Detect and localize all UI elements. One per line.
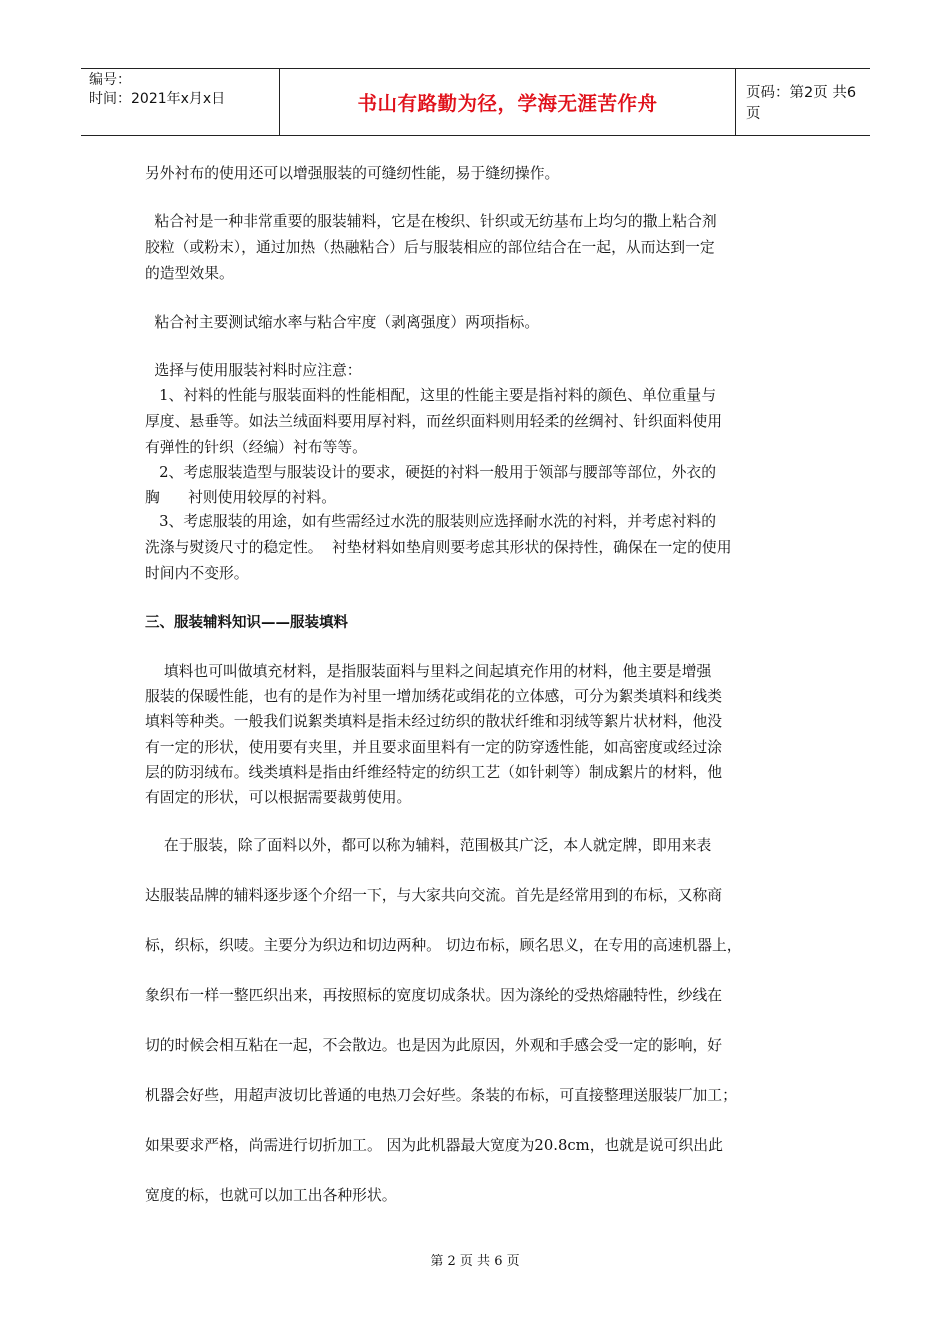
body-line: 服装的保暖性能，也有的是作为衬里一增加绣花或绢花的立体感，可分为絮类填料和线类 [145,688,723,705]
body-line: 1、衬料的性能与服装面料的性能相配，这里的性能主要是指衬料的颜色、单位重量与 [145,387,717,404]
body-line: 有一定的形状，使用要有夹里，并且要求面里料有一定的防穿透性能，如高密度或经过涂 [145,739,723,756]
body-line: 填料等种类。一般我们说絮类填料是指未经过纺织的散状纤维和羽绒等絮片状材料，他没 [145,713,723,730]
body-line: 象织布一样一整匹织出来，再按照标的宽度切成条状。因为涤纶的受热熔融特性，纱线在 [145,987,723,1004]
body-line: 胸 衬则使用较厚的衬料。 [145,489,336,506]
body-line: 切的时候会相互粘在一起，不会散边。也是因为此原因，外观和手感会受一定的影响，好 [145,1037,723,1054]
body-line: 层的防羽绒布。线类填料是指由纤维经特定的纺织工艺（如针刺等）制成絮片的材料，他 [145,764,723,781]
body-line: 在于服装，除了面料以外，都可以称为辅料，范围极其广泛，本人就定牌，即用来表 [145,837,712,854]
body-line: 标，织标，织唛。主要分为织边和切边两种。 切边布标，顾名思义，在专用的高速机器上， [145,937,742,954]
body-line: 机器会好些，用超声波切比普通的电热刀会好些。条装的布标，可直接整理送服装厂加工； [145,1087,737,1104]
header-motto-cell [279,69,736,135]
body-line: 粘合衬是一种非常重要的服装辅料，它是在梭织、针织或无纺基布上均匀的撒上粘合剂 [145,213,717,230]
section-heading: 三、服装辅料知识——服装填料 [145,615,348,631]
motto-text: 书山有路勤为径，学海无涯苦作舟 [357,92,658,115]
body-line: 有弹性的针织（经编）衬布等等。 [145,439,367,456]
body-line: 时间内不变形。 [145,565,249,582]
body-line: 另外衬布的使用还可以增强服装的可缝纫性能，易于缝纫操作。 [145,165,560,182]
page-footer [0,1250,950,1269]
body-line: 洗涤与熨烫尺寸的稳定性。 衬垫材料如垫肩则要考虑其形状的保持性，确保在一定的使用 [145,539,732,556]
body-line: 3、考虑服装的用途，如有些需经过水洗的服装则应选择耐水洗的衬料，并考虑衬料的 [145,513,717,530]
body-line: 2、考虑服装造型与服装设计的要求，硬挺的衬料一般用于领部与腰部等部位，外衣的 [145,464,717,481]
body-line: 胶粒（或粉末），通过加热（热融粘合）后与服装相应的部位结合在一起，从而达到一定 [145,239,715,256]
date-label: 时间：2021年x月x日 [89,91,226,107]
page-info: 页码：第2页 共6页 [746,85,857,122]
page-header [81,68,870,136]
body-line: 的造型效果。 [145,265,234,282]
body-line: 选择与使用服装衬料时应注意： [145,362,362,379]
body-line: 厚度、悬垂等。如法兰绒面料要用厚衬料，而丝织面料则用轻柔的丝绸衬、针织面料使用 [145,413,723,430]
body-line: 达服装品牌的辅料逐步逐个介绍一下，与大家共向交流。首先是经常用到的布标，又称商 [145,887,723,904]
body-line: 粘合衬主要测试缩水率与粘合牢度（剥离强度）两项指标。 [145,314,540,331]
body-line: 如果要求严格，尚需进行切折加工。 因为此机器最大宽度为20.8cm，也就是说可织出此 [145,1137,723,1154]
header-page-cell [736,69,870,135]
body-line: 宽度的标，也就可以加工出各种形状。 [145,1187,397,1204]
footer-page-number: 第 2 页 共 6 页 [430,1254,520,1269]
code-label: 编号： [89,72,131,88]
header-meta-cell [81,69,279,135]
body-line: 有固定的形状，可以根据需要裁剪使用。 [145,789,412,806]
body-line: 填料也可叫做填充材料，是指服装面料与里料之间起填充作用的材料，他主要是增强 [145,663,712,680]
